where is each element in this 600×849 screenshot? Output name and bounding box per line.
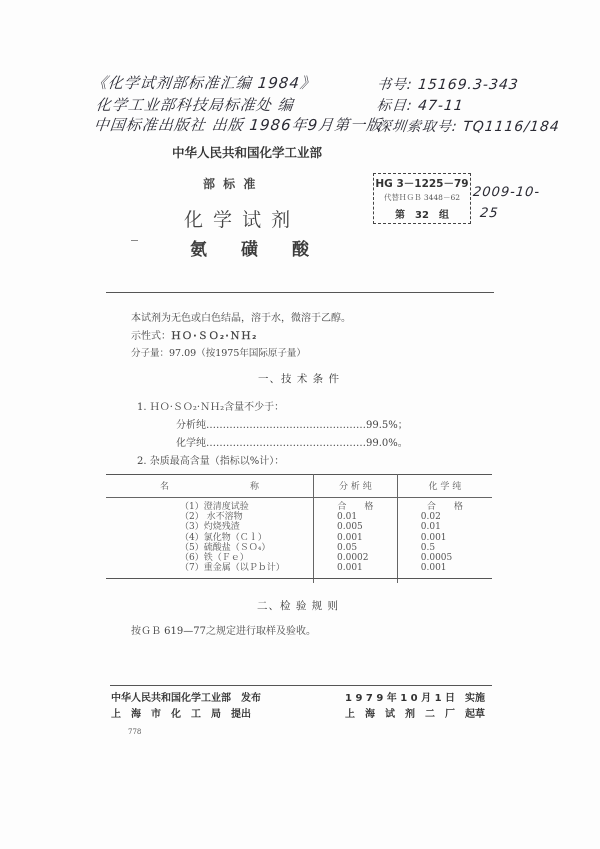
handwritten-book-number: 书号: 15169.3-343 <box>376 77 520 93</box>
table-cell: 0.05 <box>337 542 358 553</box>
table-cell: 0.001 <box>337 532 363 543</box>
handwritten-note-line: 化学工业部科技局标准处 编 <box>95 96 295 114</box>
table-row: （3）灼烧残渣 <box>180 522 240 533</box>
impurity-label: 2. 杂质最高含量（指标以%计）： <box>137 456 285 467</box>
table-cell: 0.005 <box>337 522 363 533</box>
group-number: 第 32 组 <box>395 210 449 221</box>
content-requirement-label: 1. ＨＯ·ＳＯ₂·ＮＨ₂含量不少于： <box>137 402 285 413</box>
table-row: （2） 水不溶物 <box>180 512 243 523</box>
grade-row-chemical <box>176 434 408 449</box>
header-divider <box>106 292 494 293</box>
grade-value: 99.0%。 <box>366 438 408 449</box>
grade-name: 分析纯 <box>176 420 206 431</box>
footer-effective-date: 1 9 7 9 年 1 0 月 1 日 实施 <box>345 693 486 704</box>
leader-dots: ………………………………………… <box>206 438 366 449</box>
grade-name: 化学纯 <box>176 438 206 449</box>
table-cell: 0.001 <box>337 563 363 574</box>
handwritten-date-day: 25 <box>479 206 500 221</box>
footer-publisher: 中华人民共和国化学工业部 发布 <box>111 693 261 704</box>
formula-value: ＨＯ·ＳＯ₂·ＮＨ₂ <box>171 331 258 342</box>
document-title-category: 化 学 试 剂 <box>184 209 293 231</box>
document-title-substance: 氨 磺 酸 <box>190 240 309 260</box>
table-cell: 0.0002 <box>337 553 369 564</box>
column-header-analytical: 分 析 纯 <box>314 474 398 498</box>
footer-proposer: 上 海 市 化 工 局 提出 <box>111 709 251 720</box>
description-text: 本试剂为无色或白色结晶，溶于水，微溶于乙醇。 <box>131 313 351 324</box>
table-cell: 合 格 <box>426 502 463 512</box>
inspection-rule-text: 按ＧＢ 619—77之规定进行取样及验收。 <box>131 626 316 637</box>
table-row: （7）重金属（以Ｐｂ计） <box>180 563 285 574</box>
table-body-row <box>106 498 492 584</box>
footer-divider <box>110 685 492 686</box>
footer-drafter: 上 海 试 剂 二 厂 起草 <box>345 709 485 720</box>
standard-type: 部 标 准 <box>203 177 258 191</box>
table-header-row <box>106 474 492 498</box>
table-row: （6）铁（Ｆｅ） <box>180 553 249 564</box>
standard-code: HG 3－1225－79 <box>375 178 469 190</box>
handwritten-note-line: 中国标准出版社 出版 1986年9月第一版 <box>93 116 384 134</box>
handwritten-catalog: 标目: 47-11 <box>376 98 465 114</box>
leader-dots: ………………………………………… <box>206 420 366 431</box>
impurity-table <box>106 474 492 583</box>
grade-value: 99.5%； <box>366 420 408 431</box>
table-row: （1）澄清度试验 <box>180 502 249 512</box>
grade-row-analytical <box>176 416 408 431</box>
formula-label: 示性式： <box>131 331 171 342</box>
analytical-values-cell <box>314 498 398 584</box>
section-title-technical-conditions: 一、技 术 条 件 <box>258 373 341 385</box>
table-bottom-rule <box>106 578 492 579</box>
standard-code-stamp <box>373 173 471 224</box>
formula-line <box>131 327 257 342</box>
table-cell: 0.5 <box>420 542 436 553</box>
column-header-chemical: 化 学 纯 <box>397 474 492 498</box>
table-cell: 0.001 <box>420 532 447 543</box>
stray-mark <box>131 240 138 241</box>
table-cell: 0.01 <box>337 512 358 523</box>
table-cell: 合 格 <box>337 502 374 512</box>
chemical-values-cell <box>397 498 492 584</box>
issuer-heading: 中华人民共和国化学工业部 <box>172 145 323 160</box>
handwritten-call-number: 深圳索取号: TQ1116/184 <box>376 119 561 135</box>
table-cell: 0.01 <box>420 522 441 533</box>
page-number: 778 <box>128 728 142 736</box>
table-cell: 0.0005 <box>420 553 453 564</box>
column-header-name: 名 称 <box>106 474 314 498</box>
handwritten-note-line: 《化学试剂部标准汇编 1984》 <box>91 74 317 92</box>
table-row: （4）氯化物（Ｃｌ） <box>180 532 267 543</box>
impurity-names-cell <box>106 498 314 584</box>
molecular-weight: 分子量：97.09（按1975年国际原子量） <box>131 348 306 359</box>
section-title-inspection-rules: 二、检 验 规 则 <box>257 600 340 612</box>
handwritten-date: 2009-10- <box>472 185 541 200</box>
table-row: （5）硫酸盐（ＳＯ₄） <box>180 542 271 553</box>
replaces-standard: 代替ＨＧＢ 3448－62 <box>383 193 460 202</box>
table-cell: 0.001 <box>420 563 447 574</box>
table-cell: 0.02 <box>420 512 441 523</box>
